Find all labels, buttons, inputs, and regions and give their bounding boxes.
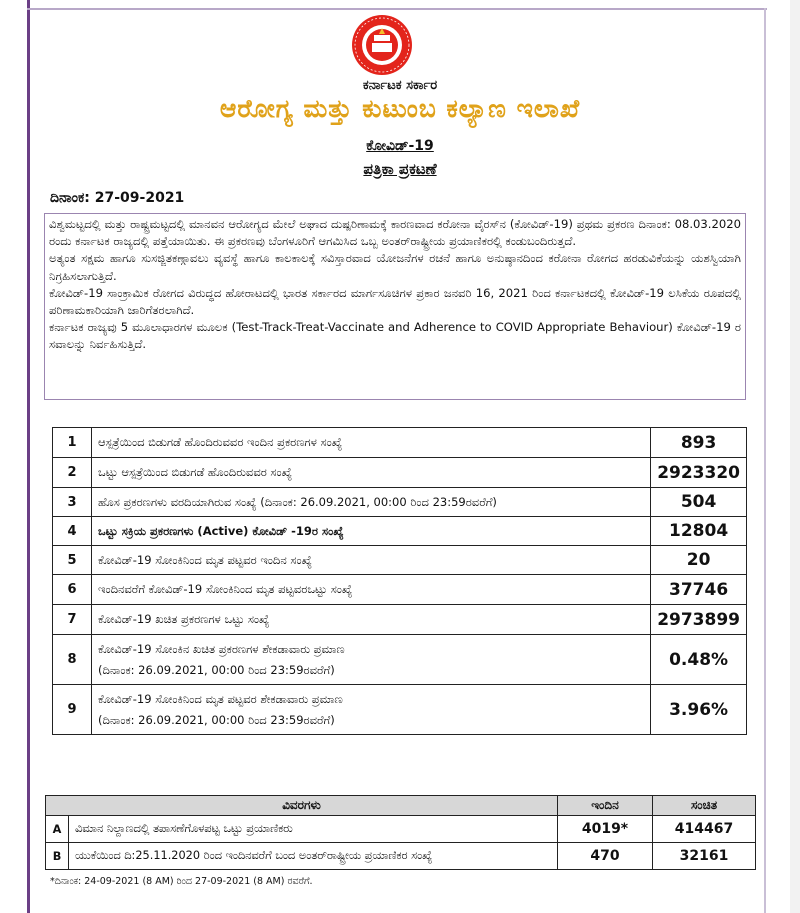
table-row — [53, 458, 747, 488]
row-label: ಹೊಸ ಪ್ರಕರಣಗಳು ವರದಿಯಾಗಿರುವ ಸಂಖ್ಯೆ (ದಿನಾಂಕ: 26.09.2021, 00:00 ರಿಂದ 23:59ರವರೆಗೆ) — [92, 488, 651, 517]
row-number: 2 — [53, 458, 92, 488]
release-date: ದಿನಾಂಕ: 27-09-2021 — [50, 190, 185, 206]
row-number: 4 — [53, 517, 92, 546]
row-cumulative: 32161 — [653, 843, 756, 870]
row-label: ಯುಕೆಯಿಂದ ದಿ:25.11.2020 ರಿಂದ ಇಂದಿನವರೆಗೆ ಬಂದ ಅಂತರ್‌ರಾಷ್ಟ್ರೀಯ ಪ್ರಯಾಣಿಕರ ಸಂಖ್ಯೆ — [69, 843, 558, 870]
travellers-table — [45, 795, 756, 870]
row-code: B — [46, 843, 69, 870]
table-row — [53, 546, 747, 575]
table-row — [46, 816, 756, 843]
footnote: *ದಿನಾಂಕ: 24-09-2021 (8 AM) ರಿಂದ 27-09-2021 (8 AM) ರವರೆಗೆ. — [50, 876, 313, 887]
intro-paragraph: ಅತ್ಯಂತ ಸಕ್ಷಮ ಹಾಗೂ ಸುಸಜ್ಜಿತಕಣ್ಗಾವಲು ವ್ಯವಸ್ಥೆ ಹಾಗೂ ಕಾಲಕಾಲಕ್ಕೆ ಸವಿಸ್ತಾರವಾದ ಯೋಜನೆಗಳ ರಚನೆ ಹಾಗೂ ಅನುಷ್ಠಾನದಿಂದ ಕರೋನಾ ರೋಗದ ಹರಡುವಿಕೆಯನ್ನು ಯಶಸ್ವಿಯಾಗಿ ನಿಗ್ರಹಿಸಲಾಗುತ್ತಿದೆ. — [49, 251, 741, 283]
row-label: ವಿಮಾನ ನಿಲ್ದಾಣದಲ್ಲಿ ತಪಾಸಣೆಗೊಳಪಟ್ಟ ಒಟ್ಟು ಪ್ರಯಾಣಿಕರು — [69, 816, 558, 843]
intro-paragraph: ವಿಶ್ವಮಟ್ಟದಲ್ಲಿ ಮತ್ತು ರಾಷ್ಟ್ರಮಟ್ಟದಲ್ಲಿ ಮಾನವನ ಆರೋಗ್ಯದ ಮೇಲೆ ಅಘಾದ ದುಷ್ಪರಿಣಾಮಕ್ಕೆ ಕಾರಣವಾದ ಕರೋನಾ ವೈರಸ್‌ನ (ಕೋವಿಡ್-19) ಪ್ರಥಮ ಪ್ರಕರಣ ದಿನಾಂಕ: 08.03.2020 ರಂದು ಕರ್ನಾಟಕ ರಾಜ್ಯದಲ್ಲಿ ಪತ್ತೆಯಾಯಿತು. ಈ ಪ್ರಕರಣವು ಬೆಂಗಳೂರಿಗೆ ಆಗಮಿಸಿದ ಒಬ್ಬ ಅಂತರ್‌ರಾಷ್ಟ್ರೀಯ ಪ್ರಯಾಣಿಕರಲ್ಲಿ ಕಂಡುಬಂದಿರುತ್ತದೆ. — [49, 217, 741, 249]
government-seal-icon — [342, 14, 422, 76]
row-today: 470 — [558, 843, 653, 870]
row-today: 4019* — [558, 816, 653, 843]
row-number: 5 — [53, 546, 92, 575]
header-cumulative: ಸಂಚಿತ — [653, 796, 756, 816]
table-row — [53, 635, 747, 685]
row-label-cell — [92, 685, 651, 735]
row-label: ಇಂದಿನವರೆಗೆ ಕೋವಿಡ್-19 ಸೋಂಕಿನಿಂದ ಮೃತ ಪಟ್ಟವರಒಟ್ಟು ಸಂಖ್ಯೆ — [92, 575, 651, 605]
row-label: ಕೋವಿಡ್-19 ಸೋಂಕಿನಿಂದ ಮೃತ ಪಟ್ಟವರ ಶೇಕಡಾವಾರು ಪ್ರಮಾಣ — [98, 691, 343, 706]
row-value: 504 — [651, 488, 747, 517]
intro-paragraph: ಕೋವಿಡ್-19 ಸಾಂಕ್ರಾಮಿಕ ರೋಗದ ವಿರುದ್ಧದ ಹೋರಾಟದಲ್ಲಿ ಭಾರತ ಸರ್ಕಾರದ ಮಾರ್ಗಸೂಚಿಗಳ ಪ್ರಕಾರ ಜನವರಿ 16, 2021 ರಿಂದ ಕರ್ನಾಟಕದಲ್ಲಿ ಕೋವಿಡ್-19 ಲಸಿಕೆಯ ರೂಪದಲ್ಲಿ ಪರಿಣಾಮಕಾರಿಯಾಗಿ ಜಾರಿಗೆತರಲಾಗಿದೆ. — [49, 285, 741, 318]
row-label: ಕೋವಿಡ್-19 ಖಚಿತ ಪ್ರಕರಣಗಳ ಒಟ್ಟು ಸಂಖ್ಯೆ — [92, 605, 651, 635]
row-label-cell — [92, 635, 651, 685]
page-border-left — [27, 0, 30, 913]
row-label: ಒಟ್ಟು ಆಸ್ಪತ್ರೆಯಿಂದ ಬಿಡುಗಡೆ ಹೊಂದಿರುವವರ ಸಂಖ್ಯೆ — [92, 458, 651, 488]
row-number: 7 — [53, 605, 92, 635]
table-row — [53, 517, 747, 546]
government-name: ಕರ್ನಾಟಕ ಸರ್ಕಾರ — [362, 78, 438, 93]
table-row — [53, 685, 747, 735]
row-number: 3 — [53, 488, 92, 517]
row-label: ಒಟ್ಟು ಸಕ್ರಿಯ ಪ್ರಕರಣಗಳು (Active) ಕೋವಿಡ್ -19ರ ಸಂಖ್ಯೆ — [92, 517, 651, 546]
row-code: A — [46, 816, 69, 843]
row-sublabel: (ದಿನಾಂಕ: 26.09.2021, 00:00 ರಿಂದ 23:59ರವರೆಗೆ) — [98, 712, 335, 727]
table-header-row — [46, 796, 756, 816]
table-row — [53, 605, 747, 635]
row-cumulative: 414467 — [653, 816, 756, 843]
page-edge — [790, 0, 800, 913]
row-value: 0.48% — [651, 635, 747, 685]
row-number: 1 — [53, 428, 92, 458]
row-value: 2923320 — [651, 458, 747, 488]
table-row — [53, 428, 747, 458]
covid-stats-table — [52, 427, 747, 735]
covid-heading: ಕೋವಿಡ್-19 — [366, 138, 434, 154]
row-sublabel: (ದಿನಾಂಕ: 26.09.2021, 00:00 ರಿಂದ 23:59ರವರೆಗೆ) — [98, 662, 335, 677]
header-details: ವಿವರಗಳು — [46, 796, 558, 816]
row-number: 6 — [53, 575, 92, 605]
row-value: 12804 — [651, 517, 747, 546]
table-row — [46, 843, 756, 870]
row-label: ಕೋವಿಡ್-19 ಸೋಂಕಿನಿಂದ ಮೃತ ಪಟ್ಟವರ ಇಂದಿನ ಸಂಖ್ಯೆ — [92, 546, 651, 575]
row-number: 9 — [53, 685, 92, 735]
table-row — [53, 488, 747, 517]
row-value: 37746 — [651, 575, 747, 605]
table-row — [53, 575, 747, 605]
row-value: 2973899 — [651, 605, 747, 635]
row-value: 20 — [651, 546, 747, 575]
row-value: 3.96% — [651, 685, 747, 735]
intro-box — [44, 213, 746, 400]
department-title: ಆರೋಗ್ಯ ಮತ್ತು ಕುಟುಂಬ ಕಲ್ಯಾಣ ಇಲಾಖೆ — [219, 94, 581, 123]
row-label: ಕೋವಿಡ್-19 ಸೋಂಕಿನ ಖಚಿತ ಪ್ರಕರಣಗಳ ಶೇಕಡಾವಾರು ಪ್ರಮಾಣ — [98, 641, 345, 656]
row-value: 893 — [651, 428, 747, 458]
header-today: ಇಂದಿನ — [558, 796, 653, 816]
row-number: 8 — [53, 635, 92, 685]
intro-paragraph: ಕರ್ನಾಟಕ ರಾಜ್ಯವು 5 ಮೂಲಾಧಾರಗಳ ಮೂಲಕ (Test-Track-Treat-Vaccinate and Adherence to COVID Appropriate Behaviour) ಕೋವಿಡ್-19 ರ ಸವಾಲನ್ನು ನಿರ್ವಹಿಸುತ್ತಿದೆ. — [49, 320, 741, 352]
page-border-top — [27, 8, 767, 10]
row-label: ಆಸ್ಪತ್ರೆಯಿಂದ ಬಿಡುಗಡೆ ಹೊಂದಿರುವವರ ಇಂದಿನ ಪ್ರಕರಣಗಳ ಸಂಖ್ಯೆ — [92, 428, 651, 458]
press-release-heading: ಪತ್ರಿಕಾ ಪ್ರಕಟಣೆ — [363, 160, 437, 178]
